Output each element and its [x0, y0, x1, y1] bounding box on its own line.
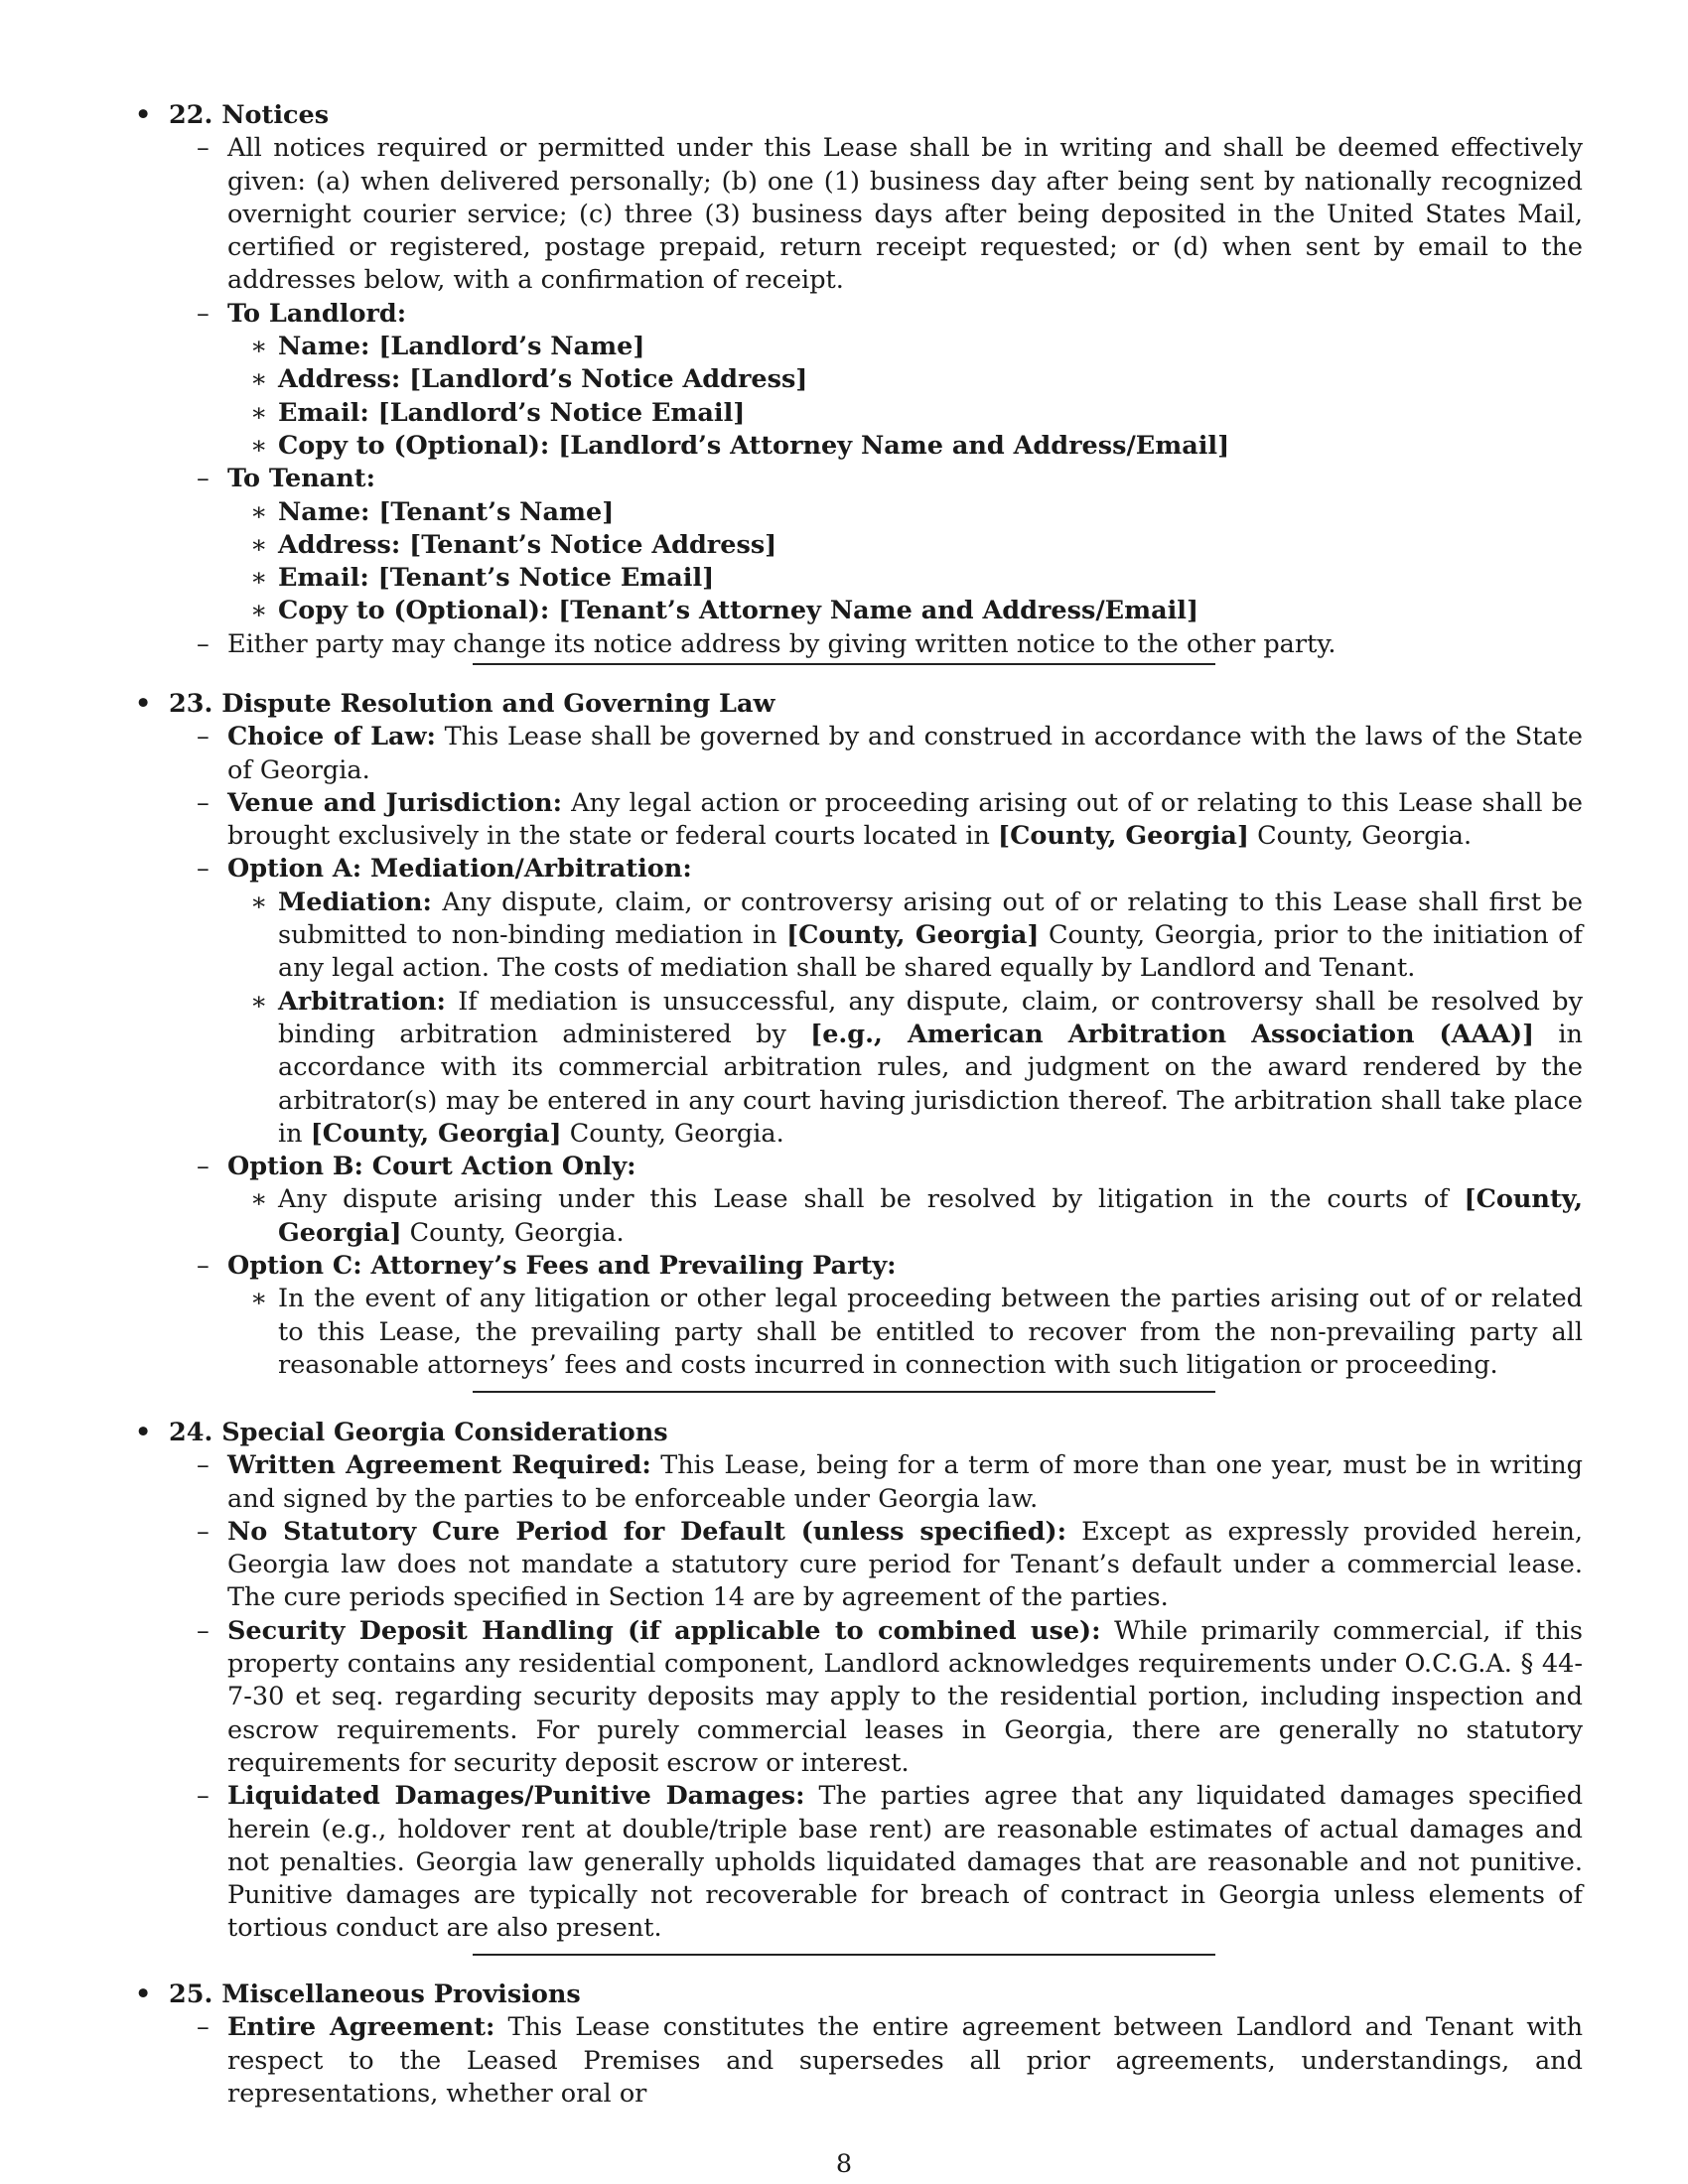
dash-marker: –: [197, 722, 210, 752]
section-divider: [473, 1954, 1215, 1956]
item-label: Mediation:: [278, 887, 432, 917]
dash-marker: –: [197, 1781, 210, 1812]
tenant-copy-item: [133, 595, 1583, 627]
dash-marker: –: [197, 854, 210, 885]
sub-list-item: [133, 986, 1583, 1151]
list-item: [133, 1449, 1583, 1516]
item-text: In the event of any litigation or other legal proceeding between the parties arising out of or related to this Lease, the prevailing party shall be entitled to recover from the non-prevailing party all reasonable attorneys’ fees and costs incurred in connection with such litigation or proceeding.: [278, 1284, 1583, 1380]
list-item: [133, 721, 1583, 787]
landlord-name-item: [133, 331, 1583, 363]
field-label: Address:: [278, 364, 401, 395]
item-text: Any legal action or proceeding arising out of or relating to this Lease shall be brought exclusively in the state or federal courts located in: [227, 787, 1583, 852]
landlord-copy-item: [133, 430, 1583, 463]
option-a-heading: Option A: Mediation/Arbitration:: [227, 854, 692, 885]
section-heading: [133, 99, 1583, 132]
item-text: If mediation is unsuccessful, any dispute, claim, or controversy shall be resolved by binding arbitration administered by: [278, 986, 1583, 1049]
bullet-marker: •: [135, 1418, 152, 1447]
item-text: County, Georgia.: [569, 1118, 784, 1149]
bullet-marker: •: [135, 1979, 152, 2009]
item-text: Any dispute arising under this Lease shall be resolved by litigation in the courts of: [278, 1184, 1449, 1215]
field-label: Email:: [278, 563, 369, 594]
section-25-miscellaneous: [133, 1979, 1583, 2111]
field-value: [Tenant’s Name]: [378, 496, 615, 527]
item-label: Written Agreement Required:: [227, 1450, 651, 1481]
placeholder-text: [County, Georgia]: [278, 1184, 1583, 1248]
list-item: [133, 1250, 1583, 1283]
landlord-email-item: [133, 397, 1583, 430]
item-text: This Lease shall be governed by and construed in accordance with the laws of the State of Georgia.: [227, 722, 1583, 785]
sub-list-item: [133, 1183, 1583, 1250]
field-label: Copy to (Optional):: [278, 596, 550, 626]
list-item: [133, 298, 1583, 331]
star-marker: ∗: [250, 430, 268, 461]
star-marker: ∗: [250, 596, 268, 626]
placeholder-text: [e.g., American Arbitration Association (AAA)]: [810, 1019, 1535, 1049]
change-address-text: Either party may change its notice address by giving written notice to the other party.: [227, 628, 1336, 659]
list-item: [133, 1151, 1583, 1183]
section-title: 25. Miscellaneous Provisions: [169, 1979, 581, 2009]
star-marker: ∗: [250, 1184, 268, 1215]
star-marker: ∗: [250, 397, 268, 428]
field-value: [Tenant’s Attorney Name and Address/Email]: [558, 596, 1199, 626]
star-marker: ∗: [250, 496, 268, 527]
field-label: Address:: [278, 529, 401, 560]
notices-intro: All notices required or permitted under this Lease shall be in writing and shall be deemed effectively given: (a) when delivered personally; (b) one (1) business day after being sent by nationally recognized overnight courier service; (c) three (3) business days after being deposited in the United States Mail, certified or registered, postage prepaid, return receipt requested; or (d) when sent by email to the addresses below, with a confirmation of receipt.: [227, 133, 1583, 296]
item-label: Arbitration:: [278, 986, 446, 1017]
item-text: The parties agree that any liquidated damages specified herein (e.g., holdover rent at double/triple base rent) are reasonable estimates of actual damages and not penalties. Georgia law generally upholds liquidated damages that are reasonable and not punitive. Punitive damages are typically not recoverable for breach of contract in Georgia unless elements of tortious conduct are also present.: [227, 1781, 1584, 1944]
list-item: [133, 463, 1583, 495]
item-label: Choice of Law:: [227, 722, 436, 752]
dash-marker: –: [197, 133, 210, 164]
item-text: Except as expressly provided herein, Georgia law does not mandate a statutory cure period for Tenant’s default under a commercial lease. The cure periods specified in Section 14 are by agreement of the parties.: [227, 1516, 1583, 1613]
field-value: [Tenant’s Notice Address]: [409, 529, 777, 560]
placeholder-text: [County, Georgia]: [310, 1118, 562, 1149]
field-value: [Landlord’s Notice Email]: [377, 397, 746, 428]
dash-marker: –: [197, 1516, 210, 1547]
field-label: Copy to (Optional):: [278, 430, 550, 461]
list-item: [133, 132, 1583, 297]
bullet-marker: •: [135, 100, 152, 130]
section-heading: [133, 1417, 1583, 1449]
section-22-notices: [133, 99, 1583, 661]
dash-marker: –: [197, 628, 210, 659]
section-title: 22. Notices: [169, 100, 330, 130]
section-heading: [133, 1979, 1583, 2011]
dash-marker: –: [197, 1152, 210, 1182]
item-label: Venue and Jurisdiction:: [227, 787, 563, 818]
star-marker: ∗: [250, 1284, 268, 1314]
item-text: in accordance with its commercial arbitration rules, and judgment on the award rendered by the arbitrator(s) may be entered in any court having jurisdiction thereof. The arbitration shall take place in: [278, 1019, 1583, 1149]
item-text: County, Georgia, prior to the initiation of any legal action. The costs of mediation shall be shared equally by Landlord and Tenant.: [278, 920, 1583, 984]
star-marker: ∗: [250, 563, 268, 594]
field-value: [Landlord’s Attorney Name and Address/Email]: [558, 430, 1230, 461]
section-divider: [473, 663, 1215, 665]
page-number: 8: [835, 2149, 853, 2179]
item-text: County, Georgia.: [1257, 821, 1473, 852]
item-label: Entire Agreement:: [227, 2012, 495, 2043]
tenant-name-item: [133, 496, 1583, 529]
tenant-address-item: [133, 529, 1583, 562]
item-text: While primarily commercial, if this property contains any residential component, Landlord acknowledges requirements under O.C.G.A. § 44-7-30 et seq. regarding security deposits may apply to the residential portion, including inspection and escrow requirements. For purely commercial leases in Georgia, there are generally no statutory requirements for security deposit escrow or interest.: [227, 1615, 1583, 1778]
item-text: Any dispute, claim, or controversy arising out of or relating to this Lease shall first be submitted to non-binding mediation in: [278, 887, 1583, 951]
dash-marker: –: [197, 1615, 210, 1646]
item-text: This Lease constitutes the entire agreement between Landlord and Tenant with respect to the Leased Premises and supersedes all prior agreements, understandings, and representations, whether oral or: [227, 2012, 1583, 2109]
dash-marker: –: [197, 1450, 210, 1481]
sub-list-item: [133, 887, 1583, 986]
item-label: Security Deposit Handling (if applicable to combined use):: [227, 1615, 1101, 1646]
field-label: Email:: [278, 397, 369, 428]
section-24-georgia-considerations: [133, 1417, 1583, 1946]
field-label: Name:: [278, 496, 370, 527]
dash-marker: –: [197, 1251, 210, 1282]
section-divider: [473, 1391, 1215, 1393]
list-item: [133, 1516, 1583, 1615]
list-item: [133, 1780, 1583, 1945]
star-marker: ∗: [250, 887, 268, 917]
item-text: This Lease, being for a term of more than one year, must be in writing and signed by the parties to be enforceable under Georgia law.: [227, 1450, 1583, 1514]
section-23-dispute-resolution: [133, 688, 1583, 1382]
sub-list-item: [133, 1283, 1583, 1382]
item-label: No Statutory Cure Period for Default (unless specified):: [227, 1516, 1067, 1547]
section-heading: [133, 688, 1583, 721]
list-item: [133, 628, 1583, 661]
placeholder-text: [County, Georgia]: [786, 920, 1040, 951]
tenant-email-item: [133, 562, 1583, 595]
list-item: [133, 787, 1583, 854]
to-tenant-heading: To Tenant:: [227, 464, 376, 494]
field-label: Name:: [278, 332, 370, 362]
list-item: [133, 853, 1583, 886]
to-landlord-heading: To Landlord:: [227, 298, 407, 329]
star-marker: ∗: [250, 332, 268, 362]
star-marker: ∗: [250, 364, 268, 395]
star-marker: ∗: [250, 986, 268, 1017]
dash-marker: –: [197, 464, 210, 494]
dash-marker: –: [197, 2012, 210, 2043]
placeholder-text: [County, Georgia]: [998, 821, 1249, 852]
section-title: 24. Special Georgia Considerations: [169, 1418, 668, 1447]
section-title: 23. Dispute Resolution and Governing Law: [169, 689, 775, 719]
option-b-heading: Option B: Court Action Only:: [227, 1152, 636, 1182]
option-c-heading: Option C: Attorney’s Fees and Prevailing Party:: [227, 1251, 897, 1282]
field-value: [Tenant’s Notice Email]: [377, 563, 715, 594]
dash-marker: –: [197, 787, 210, 818]
bullet-marker: •: [135, 689, 152, 719]
list-item: [133, 1615, 1583, 1780]
item-text: County, Georgia.: [409, 1217, 625, 1248]
star-marker: ∗: [250, 529, 268, 560]
item-label: Liquidated Damages/Punitive Damages:: [227, 1781, 805, 1812]
dash-marker: –: [197, 298, 210, 329]
list-item: [133, 2011, 1583, 2111]
field-value: [Landlord’s Name]: [378, 332, 645, 362]
field-value: [Landlord’s Notice Address]: [409, 364, 808, 395]
landlord-address-item: [133, 363, 1583, 396]
